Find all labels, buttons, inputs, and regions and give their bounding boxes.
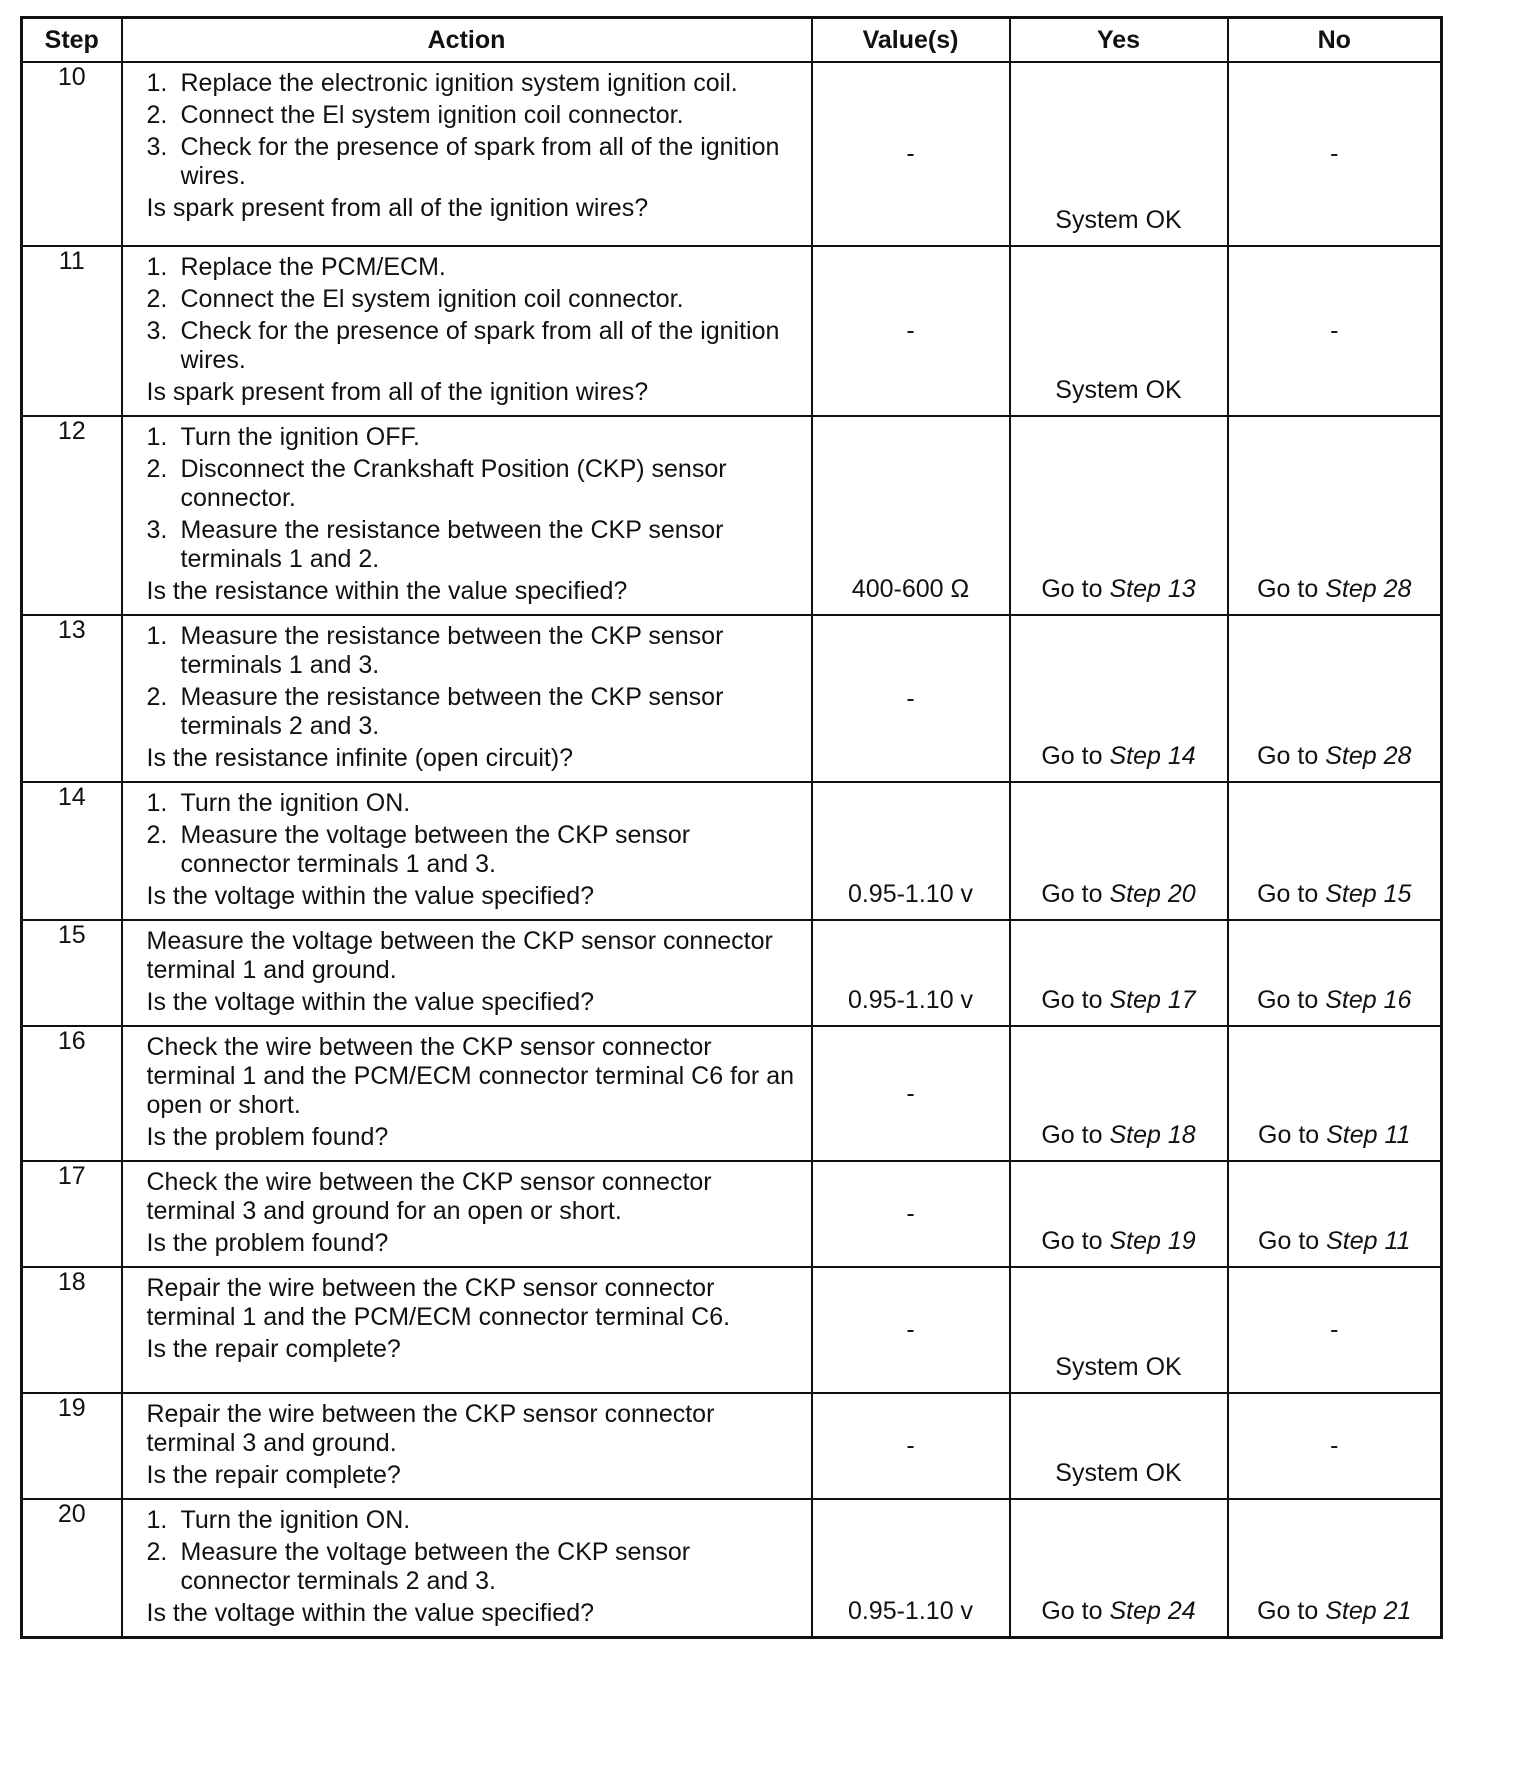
action-step — [147, 516, 799, 574]
action-step-text: Check for the presence of spark from all of the ignition wires. — [180, 317, 780, 374]
no-goto — [1229, 575, 1441, 604]
table-row — [22, 1393, 1442, 1499]
action-step-number: 2. — [146, 101, 168, 129]
value-cell — [812, 416, 1010, 615]
action-step-text: Replace the PCM/ECM. — [180, 253, 446, 281]
no-goto — [1229, 1121, 1441, 1150]
action-step-number: 2. — [146, 285, 168, 313]
action-steps — [147, 622, 799, 741]
no-goto — [1229, 1597, 1441, 1626]
action-question: Is the repair complete? — [146, 1335, 401, 1363]
action-step-number: 1. — [146, 253, 168, 281]
action-step — [147, 317, 799, 375]
action-cell — [122, 920, 812, 1026]
action-step-text: Replace the electronic ignition system ignition coil. — [180, 69, 738, 97]
no-goto-step: Step 11 — [1326, 1121, 1411, 1149]
yes-cell — [1010, 1499, 1228, 1638]
table-row — [22, 782, 1442, 920]
table-body — [22, 62, 1442, 1638]
action-text: Repair the wire between the CKP sensor connector terminal 1 and the PCM/ECM connector terminal C6. — [146, 1274, 731, 1331]
value-cell — [812, 1026, 1010, 1161]
table-row — [22, 1267, 1442, 1393]
no-goto-step: Step 28 — [1325, 742, 1412, 770]
action-step-number: 3. — [146, 516, 168, 544]
action-step-text: Turn the ignition ON. — [180, 789, 411, 817]
value-cell — [812, 615, 1010, 782]
action-text: Measure the voltage between the CKP sensor connector terminal 1 and ground. — [146, 927, 773, 984]
yes-goto-step: Step 13 — [1109, 575, 1196, 603]
yes-goto-step: Step 24 — [1109, 1597, 1196, 1625]
action-steps — [147, 253, 799, 375]
table-row — [22, 416, 1442, 615]
action-step — [147, 1506, 799, 1535]
value-text: 0.95-1.10 v — [847, 1597, 974, 1625]
action-step-text: Connect the El system ignition coil connector. — [180, 101, 684, 129]
value-cell — [812, 246, 1010, 416]
yes-cell — [1010, 1393, 1228, 1499]
no-cell — [1228, 1393, 1442, 1499]
action-cell — [122, 1499, 812, 1638]
action-step-number: 1. — [146, 69, 168, 97]
action-cell — [122, 1267, 812, 1393]
action-cell — [122, 615, 812, 782]
action-step-text: Measure the resistance between the CKP sensor terminals 1 and 3. — [180, 622, 724, 679]
no-goto — [1229, 742, 1441, 771]
action-step — [147, 253, 799, 282]
action-step-number: 2. — [146, 821, 168, 849]
yes-goto — [1011, 575, 1227, 604]
action-step — [147, 101, 799, 130]
header-row — [22, 18, 1442, 63]
no-cell — [1228, 62, 1442, 246]
action-step-number: 1. — [146, 789, 168, 817]
no-goto — [1229, 1227, 1441, 1256]
action-step-text: Turn the ignition ON. — [180, 1506, 411, 1534]
header-yes: Yes — [1010, 18, 1228, 63]
action-step — [147, 285, 799, 314]
action-question: Is the repair complete? — [146, 1461, 401, 1489]
yes-cell — [1010, 782, 1228, 920]
value-dash: - — [906, 684, 915, 712]
value-text: 0.95-1.10 v — [847, 880, 974, 908]
no-dash: - — [1330, 1431, 1339, 1460]
action-text: Check the wire between the CKP sensor connector terminal 1 and the PCM/ECM connector terminal C6 for an open or short. — [146, 1033, 794, 1119]
action-step-text: Connect the El system ignition coil connector. — [180, 285, 684, 313]
action-step — [147, 69, 799, 98]
yes-result: System OK — [1055, 376, 1182, 404]
step-number: 11 — [22, 246, 122, 416]
no-cell — [1228, 615, 1442, 782]
value-cell — [812, 1267, 1010, 1393]
no-goto-step: Step 11 — [1326, 1227, 1411, 1255]
action-step-text: Measure the voltage between the CKP sensor connector terminals 2 and 3. — [180, 1538, 691, 1595]
action-cell — [122, 1161, 812, 1267]
no-cell — [1228, 782, 1442, 920]
value-dash: - — [906, 139, 915, 168]
action-step-number: 2. — [146, 455, 168, 483]
value-cell — [812, 782, 1010, 920]
action-step-text: Turn the ignition OFF. — [180, 423, 420, 451]
table-row — [22, 1026, 1442, 1161]
no-cell — [1228, 920, 1442, 1026]
value-cell — [812, 1499, 1010, 1638]
table-row — [22, 920, 1442, 1026]
action-question: Is the problem found? — [146, 1123, 389, 1151]
no-goto-prefix: Go to — [1257, 575, 1326, 603]
no-cell — [1228, 1267, 1442, 1393]
action-step-number: 1. — [146, 423, 168, 451]
yes-goto-step: Step 19 — [1109, 1227, 1196, 1255]
action-cell — [122, 62, 812, 246]
action-step — [147, 789, 799, 818]
action-step — [147, 683, 799, 741]
no-goto — [1229, 986, 1441, 1015]
no-goto-prefix: Go to — [1257, 986, 1326, 1014]
action-steps — [147, 1506, 799, 1596]
action-question: Is the resistance infinite (open circuit)? — [146, 744, 574, 772]
action-step — [147, 133, 799, 191]
yes-goto-prefix: Go to — [1041, 1227, 1110, 1255]
action-step-text: Check for the presence of spark from all of the ignition wires. — [180, 133, 780, 190]
value-text: 0.95-1.10 v — [847, 986, 974, 1014]
step-number: 18 — [22, 1267, 122, 1393]
no-dash: - — [1330, 139, 1339, 168]
table-row — [22, 62, 1442, 246]
yes-cell — [1010, 1026, 1228, 1161]
action-steps — [147, 423, 799, 574]
action-step-text: Disconnect the Crankshaft Position (CKP) sensor connector. — [180, 455, 727, 512]
yes-goto-prefix: Go to — [1041, 1121, 1110, 1149]
yes-result: System OK — [1055, 1459, 1182, 1487]
step-number: 20 — [22, 1499, 122, 1638]
value-dash: - — [906, 316, 915, 345]
yes-goto — [1011, 1121, 1227, 1150]
yes-goto-step: Step 20 — [1109, 880, 1196, 908]
no-goto-step: Step 16 — [1325, 986, 1412, 1014]
yes-goto-prefix: Go to — [1041, 880, 1110, 908]
action-step — [147, 1538, 799, 1596]
step-number: 13 — [22, 615, 122, 782]
no-goto-step: Step 28 — [1325, 575, 1412, 603]
yes-goto — [1011, 1227, 1227, 1256]
action-cell — [122, 416, 812, 615]
action-question: Is the voltage within the value specified? — [146, 882, 594, 910]
yes-goto-prefix: Go to — [1041, 986, 1110, 1014]
yes-goto-step: Step 14 — [1109, 742, 1196, 770]
no-goto-step: Step 21 — [1325, 1597, 1412, 1625]
action-question: Is the problem found? — [146, 1229, 389, 1257]
action-step — [147, 455, 799, 513]
yes-goto-prefix: Go to — [1041, 575, 1110, 603]
action-cell — [122, 1026, 812, 1161]
no-dash: - — [1330, 1315, 1339, 1344]
yes-goto — [1011, 1597, 1227, 1626]
no-cell — [1228, 1161, 1442, 1267]
value-text: 400-600 Ω — [851, 575, 970, 603]
header-values: Value(s) — [812, 18, 1010, 63]
no-goto-prefix: Go to — [1257, 880, 1326, 908]
no-cell — [1228, 1026, 1442, 1161]
action-steps — [147, 69, 799, 191]
action-step-number: 2. — [146, 683, 168, 711]
action-question: Is the voltage within the value specified? — [146, 1599, 594, 1627]
value-dash: - — [906, 1199, 915, 1228]
no-goto-prefix: Go to — [1258, 1121, 1327, 1149]
table-row — [22, 246, 1442, 416]
yes-goto-prefix: Go to — [1041, 1597, 1110, 1625]
yes-goto — [1011, 986, 1227, 1015]
action-step — [147, 622, 799, 680]
step-number: 16 — [22, 1026, 122, 1161]
yes-cell — [1010, 416, 1228, 615]
value-cell — [812, 1393, 1010, 1499]
action-step — [147, 821, 799, 879]
yes-result: System OK — [1055, 206, 1182, 234]
no-goto-prefix: Go to — [1257, 742, 1326, 770]
action-cell — [122, 246, 812, 416]
header-action: Action — [122, 18, 812, 63]
value-cell — [812, 1161, 1010, 1267]
no-cell — [1228, 416, 1442, 615]
diagnostic-table — [20, 16, 1443, 1639]
no-dash: - — [1330, 316, 1339, 345]
step-number: 12 — [22, 416, 122, 615]
action-steps — [147, 789, 799, 879]
value-cell — [812, 920, 1010, 1026]
action-step — [147, 423, 799, 452]
yes-cell — [1010, 1267, 1228, 1393]
no-cell — [1228, 1499, 1442, 1638]
yes-goto — [1011, 880, 1227, 909]
yes-cell — [1010, 1161, 1228, 1267]
yes-goto-step: Step 17 — [1109, 986, 1196, 1014]
action-text: Repair the wire between the CKP sensor connector terminal 3 and ground. — [146, 1400, 715, 1457]
action-step-number: 1. — [146, 1506, 168, 1534]
yes-result: System OK — [1055, 1353, 1182, 1381]
action-step-number: 3. — [146, 317, 168, 345]
table-row — [22, 1499, 1442, 1638]
action-step-number: 2. — [146, 1538, 168, 1566]
no-goto — [1229, 880, 1441, 909]
header-step: Step — [22, 18, 122, 63]
action-cell — [122, 782, 812, 920]
step-number: 17 — [22, 1161, 122, 1267]
action-step-number: 3. — [146, 133, 168, 161]
yes-cell — [1010, 246, 1228, 416]
value-dash: - — [906, 1079, 915, 1107]
action-step-text: Measure the resistance between the CKP sensor terminals 2 and 3. — [180, 683, 724, 740]
step-number: 14 — [22, 782, 122, 920]
action-question: Is the voltage within the value specified? — [146, 988, 594, 1016]
no-goto-prefix: Go to — [1257, 1597, 1326, 1625]
no-goto-step: Step 15 — [1325, 880, 1412, 908]
value-dash: - — [906, 1315, 915, 1344]
value-dash: - — [906, 1431, 915, 1460]
action-step-text: Measure the resistance between the CKP sensor terminals 1 and 2. — [180, 516, 724, 573]
action-step-text: Measure the voltage between the CKP sensor connector terminals 1 and 3. — [180, 821, 691, 878]
action-question: Is spark present from all of the ignition wires? — [146, 194, 649, 222]
yes-cell — [1010, 615, 1228, 782]
step-number: 10 — [22, 62, 122, 246]
yes-cell — [1010, 920, 1228, 1026]
yes-goto-step: Step 18 — [1109, 1121, 1196, 1149]
step-number: 19 — [22, 1393, 122, 1499]
yes-goto — [1011, 742, 1227, 771]
action-step-number: 1. — [146, 622, 168, 650]
action-cell — [122, 1393, 812, 1499]
yes-cell — [1010, 62, 1228, 246]
value-cell — [812, 62, 1010, 246]
table-row — [22, 1161, 1442, 1267]
yes-goto-prefix: Go to — [1041, 742, 1110, 770]
action-text: Check the wire between the CKP sensor connector terminal 3 and ground for an open or short. — [146, 1168, 712, 1225]
no-goto-prefix: Go to — [1258, 1227, 1327, 1255]
action-question: Is the resistance within the value specified? — [146, 577, 628, 605]
no-cell — [1228, 246, 1442, 416]
step-number: 15 — [22, 920, 122, 1026]
header-no: No — [1228, 18, 1442, 63]
table-row — [22, 615, 1442, 782]
action-question: Is spark present from all of the ignition wires? — [146, 378, 649, 406]
